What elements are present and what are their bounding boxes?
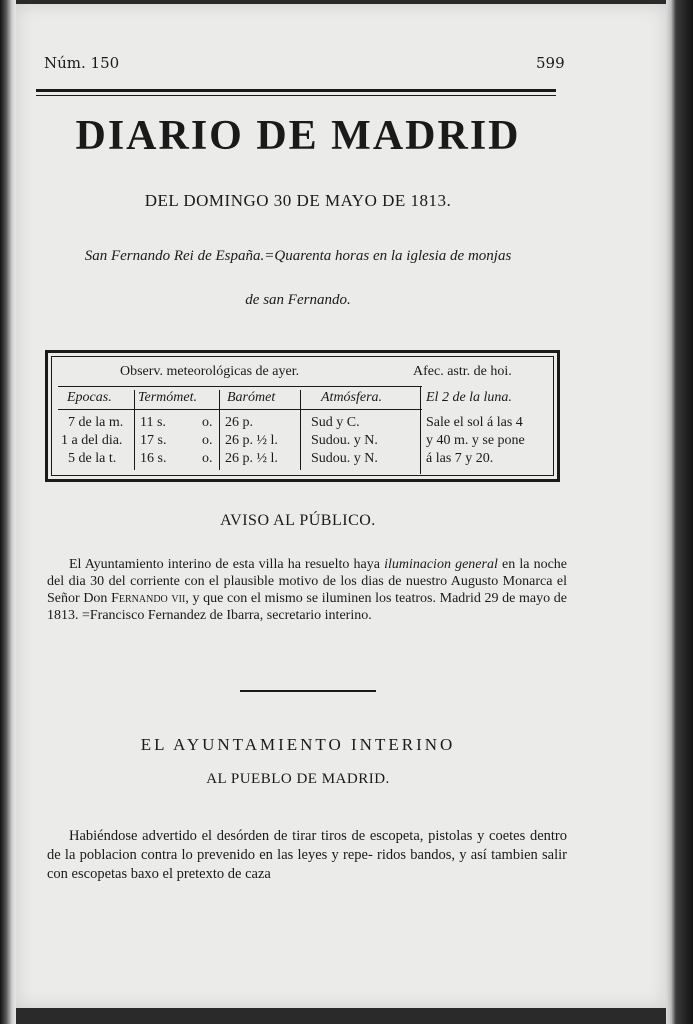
col-header-baromet: Barómet bbox=[227, 390, 276, 405]
weather-divider-3 bbox=[300, 390, 301, 470]
ayuntamiento-heading: EL AYUNTAMIENTO INTERINO bbox=[140, 735, 456, 754]
weather-divider-1 bbox=[134, 390, 135, 470]
weather-divider-2 bbox=[219, 390, 220, 470]
ayuntamiento-body bbox=[47, 827, 567, 884]
header-rule bbox=[36, 89, 556, 92]
newspaper-title: DIARIO DE MADRID bbox=[75, 113, 521, 159]
row1-zero: o. bbox=[202, 415, 213, 430]
col-header-termomet: Termómet. bbox=[138, 390, 197, 405]
saint-of-day: San Fernando Rei de España.=Quarenta horas en la iglesia de monjas bbox=[84, 248, 512, 264]
weather-divider-astro bbox=[420, 386, 421, 474]
row1-epoca: 7 de la m. bbox=[68, 415, 124, 430]
astro-line-3: á las 7 y 20. bbox=[426, 451, 494, 466]
astro-line-2: y 40 m. y se pone bbox=[426, 433, 525, 448]
header-rule-thin bbox=[36, 95, 556, 96]
col-header-atmosfera: Atmósfera. bbox=[321, 390, 383, 405]
book-edge-right bbox=[666, 0, 693, 1024]
weather-rule-2 bbox=[58, 409, 422, 410]
ayuntamiento-subheading: AL PUEBLO DE MADRID. bbox=[206, 771, 390, 787]
row3-termo: 16 s. bbox=[140, 451, 167, 466]
aviso-text-1: El Ayuntamiento interino de esta villa ha resuelto haya bbox=[69, 557, 385, 572]
row3-atmos: Sudou. y N. bbox=[311, 451, 378, 466]
aviso-body bbox=[47, 556, 567, 624]
row2-termo: 17 s. bbox=[140, 433, 167, 448]
row2-zero: o. bbox=[202, 433, 213, 448]
ayuntamiento-text: Habiéndose advertido el desórden de tirar tiros de escopeta, pistolas y coetes dentro de la poblacion contra lo prevenido en las leyes y repe- ridos bandos, y así tambien salir con escopetas baxo el pretexto de caza bbox=[47, 828, 567, 882]
row3-barom: 26 p. ½ l. bbox=[225, 451, 278, 466]
row1-atmos: Sud y C. bbox=[311, 415, 360, 430]
row2-epoca: 1 a del dia. bbox=[61, 433, 123, 448]
aviso-text-2: en la noche del dia 30 del corriente con el plausible motivo de los dias de nuestro Augusto Monarca el Señor Don bbox=[47, 557, 568, 606]
weather-table-inner-border bbox=[51, 356, 554, 476]
page-number: 599 bbox=[536, 54, 565, 72]
row1-termo: 11 s. bbox=[140, 415, 166, 430]
aviso-heading: AVISO AL PÚBLICO. bbox=[220, 512, 376, 529]
weather-obs-title: Observ. meteorológicas de ayer. bbox=[120, 364, 300, 379]
weather-table bbox=[45, 350, 560, 482]
weather-rule-1 bbox=[58, 386, 422, 387]
aviso-king-name: Fernando vii bbox=[111, 591, 186, 606]
aviso-text-italic: iluminacion general bbox=[384, 557, 498, 572]
row1-barom: 26 p. bbox=[225, 415, 253, 430]
row2-atmos: Sudou. y N. bbox=[311, 433, 378, 448]
row2-barom: 26 p. ½ l. bbox=[225, 433, 278, 448]
row3-zero: o. bbox=[202, 451, 213, 466]
issue-number: Núm. 150 bbox=[44, 54, 120, 72]
issue-date: DEL DOMINGO 30 DE MAYO DE 1813. bbox=[144, 191, 452, 210]
row3-epoca: 5 de la t. bbox=[68, 451, 117, 466]
astro-line-1: Sale el sol á las 4 bbox=[426, 415, 523, 430]
weather-astro-title: Afec. astr. de hoi. bbox=[413, 364, 512, 379]
col-header-luna: El 2 de la luna. bbox=[426, 390, 512, 405]
col-header-epocas: Epocas. bbox=[67, 390, 112, 405]
saint-of-day-continued: de san Fernando. bbox=[245, 292, 351, 308]
book-binding-left bbox=[0, 0, 16, 1024]
section-separator bbox=[240, 690, 376, 692]
aviso-text-3: , y que con el mismo se iluminen los teatros. Madrid 29 de mayo de 1813. =Francisco Fernandez de Ibarra, secretario interino. bbox=[47, 591, 567, 623]
